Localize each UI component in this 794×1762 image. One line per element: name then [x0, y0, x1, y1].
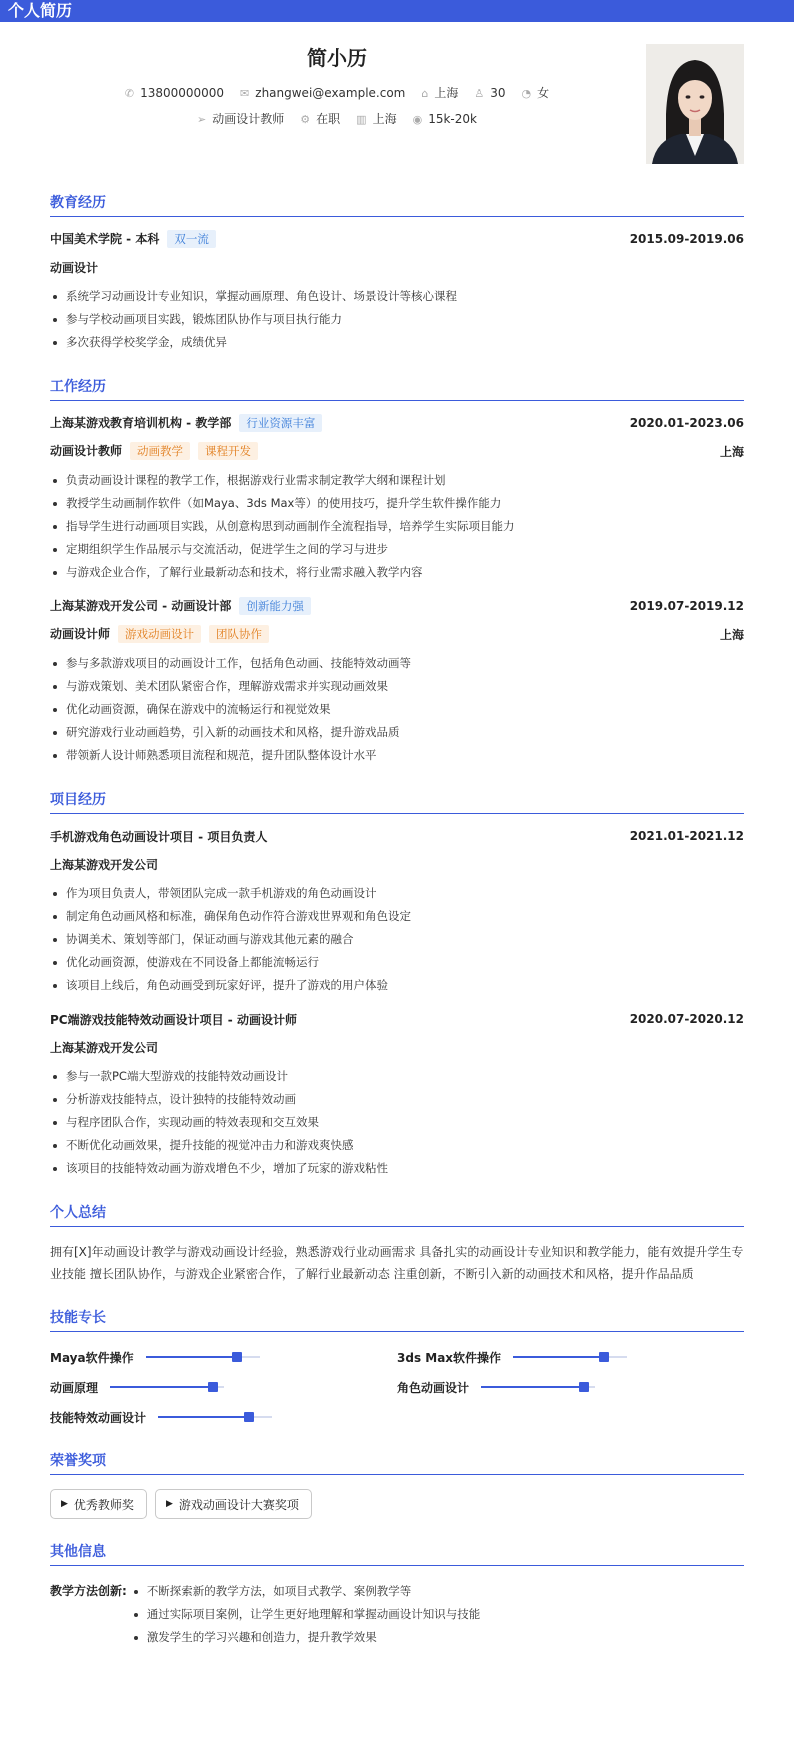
project-company: 上海某游戏开发公司	[50, 1040, 159, 1055]
work-list	[50, 415, 744, 767]
award-item[interactable]	[50, 1489, 147, 1519]
skill-level-fill	[158, 1416, 249, 1418]
summary-text: 拥有[X]年动画设计教学与游戏动画设计经验，熟悉游戏行业动画需求 具备扎实的动画设计专业知识和教学能力，能有效提升学生专业技能 擅长团队协作，与游戏企业紧密合作，了解行业最新动态 注重创新，不断引入新的动画技术和风格，提升作品品质	[50, 1245, 744, 1281]
gender-icon: ◔	[521, 87, 532, 100]
skill-item	[50, 1406, 397, 1428]
project-bullets	[50, 1065, 744, 1180]
info-item	[522, 84, 550, 101]
work-role-row	[50, 626, 744, 642]
bullet-item: 与游戏策划、美术团队紧密合作，理解游戏需求并实现动画效果	[50, 675, 744, 698]
bullet-item: 分析游戏技能特点，设计独特的技能特效动画	[50, 1088, 744, 1111]
education-bullets	[50, 285, 744, 354]
play-triangle-icon: ▶	[61, 1499, 68, 1509]
project-entry	[50, 1011, 744, 1180]
bullet-item: 激发学生的学习兴趣和创造力，提升教学效果	[131, 1626, 481, 1649]
work-title: 工作经历	[50, 376, 744, 401]
bullet-item: 负责动画设计课程的教学工作，根据游戏行业需求制定教学大纲和课程计划	[50, 469, 744, 492]
company-tag: 创新能力强	[239, 597, 311, 615]
other-section	[50, 1541, 744, 1663]
bullet-item: 参与多款游戏项目的动画设计工作，包括角色动画、技能特效动画等	[50, 652, 744, 675]
info-text: zhangwei@example.com	[255, 86, 406, 100]
role-tag: 动画教学	[130, 442, 190, 460]
bullet-item: 多次获得学校奖学金，成绩优异	[50, 331, 744, 354]
awards-title: 荣誉奖项	[50, 1450, 744, 1475]
skill-level-knob	[208, 1382, 218, 1392]
project-title: 手机游戏角色动画设计项目 - 项目负责人	[50, 829, 268, 844]
award-item[interactable]	[155, 1489, 312, 1519]
company-tag: 行业资源丰富	[239, 414, 322, 432]
info-item	[197, 110, 284, 127]
bullet-item: 指导学生进行动画项目实践，从创意构思到动画制作全流程指导，培养学生实际项目能力	[50, 515, 744, 538]
skill-name: 动画原理	[50, 1380, 99, 1395]
bullet-item: 带领新人设计师熟悉项目流程和规范，提升团队整体设计水平	[50, 744, 744, 767]
bullet-item: 教授学生动画制作软件（如Maya、3ds Max等）的使用技巧，提升学生软件操作能力	[50, 492, 744, 515]
role-tag: 课程开发	[198, 442, 258, 460]
school-tag: 双一流	[167, 230, 216, 248]
skill-name: Maya软件操作	[50, 1350, 134, 1365]
skill-name: 技能特效动画设计	[50, 1410, 147, 1425]
other-bullets	[131, 1580, 481, 1649]
bullet-item: 不断探索新的教学方法，如项目式教学、案例教学等	[131, 1580, 481, 1603]
work-entry-head	[50, 598, 744, 614]
skill-level-bar	[158, 1416, 272, 1418]
role-tag: 游戏动画设计	[118, 625, 201, 643]
resume-header	[50, 22, 744, 192]
other-title: 其他信息	[50, 1541, 744, 1566]
skill-level-bar	[146, 1356, 260, 1358]
bullet-item: 研究游戏行业动画趋势，引入新的动画技术和风格，提升游戏品质	[50, 721, 744, 744]
summary-section	[50, 1202, 744, 1285]
project-bullets	[50, 882, 744, 997]
education-title: 教育经历	[50, 192, 744, 217]
role-tag: 团队协作	[209, 625, 269, 643]
play-triangle-icon: ▶	[165, 1499, 173, 1509]
skill-name: 角色动画设计	[397, 1380, 470, 1395]
education-date: 2015.09-2019.06	[629, 232, 744, 246]
info-text: 在职	[316, 112, 341, 126]
skill-level-fill	[481, 1386, 584, 1388]
skill-item	[50, 1376, 397, 1398]
info-item	[125, 86, 224, 100]
skill-name: 3ds Max软件操作	[397, 1350, 502, 1365]
project-title: 项目经历	[50, 789, 744, 814]
contact-info-row	[50, 84, 624, 101]
work-location: 上海	[719, 444, 744, 459]
info-text: 15k-20k	[428, 112, 477, 126]
other-info	[50, 1580, 744, 1663]
work-bullets	[50, 652, 744, 767]
skill-level-knob	[599, 1352, 609, 1362]
bullet-item: 参与学校动画项目实践，锻炼团队协作与项目执行能力	[50, 308, 744, 331]
project-title: PC端游戏技能特效动画设计项目 - 动画设计师	[50, 1012, 297, 1027]
skill-level-knob	[244, 1412, 254, 1422]
work-bullets	[50, 469, 744, 584]
bullet-item: 协调美术、策划等部门，保证动画与游戏其他元素的融合	[50, 928, 744, 951]
send-icon: ➢	[197, 113, 207, 126]
skill-level-bar	[481, 1386, 595, 1388]
project-date: 2020.07-2020.12	[629, 1012, 744, 1026]
info-text: 30	[490, 86, 506, 100]
resume-page	[50, 22, 744, 1685]
page-header-title: 个人简历	[8, 1, 73, 20]
skill-level-bar	[513, 1356, 627, 1358]
work-role-row	[50, 443, 744, 459]
other-label: 教学方法创新:	[50, 1584, 127, 1598]
info-item	[421, 84, 458, 101]
candidate-name: 简小历	[307, 46, 367, 70]
info-text: 动画设计教师	[212, 112, 285, 126]
project-company-row	[50, 856, 744, 872]
bullet-item: 该项目的技能特效动画为游戏增色不少，增加了玩家的游戏粘性	[50, 1157, 744, 1180]
skill-item	[50, 1346, 397, 1368]
company-name: 上海某游戏开发公司 - 动画设计部	[50, 599, 232, 613]
award-label: 优秀教师奖	[73, 1497, 134, 1512]
bullet-item: 优化动画资源，使游戏在不同设备上都能流畅运行	[50, 951, 744, 974]
bullet-item: 与游戏企业合作，了解行业最新动态和技术，将行业需求融入教学内容	[50, 561, 744, 584]
user-icon: ♙	[474, 87, 485, 100]
mail-icon: ✉	[240, 87, 250, 100]
skill-level-fill	[146, 1356, 237, 1358]
awards-list	[50, 1489, 744, 1519]
work-location: 上海	[719, 627, 744, 642]
project-entry-head	[50, 828, 744, 844]
skill-level-knob	[579, 1382, 589, 1392]
project-section	[50, 789, 744, 1180]
project-entry	[50, 828, 744, 997]
work-entry	[50, 598, 744, 767]
bullet-item: 参与一款PC端大型游戏的技能特效动画设计	[50, 1065, 744, 1088]
bullet-item: 与程序团队合作，实现动画的特效表现和交互效果	[50, 1111, 744, 1134]
info-item	[356, 110, 396, 127]
info-text: 上海	[434, 86, 459, 100]
skill-level-fill	[513, 1356, 604, 1358]
phone-icon: ✆	[124, 87, 135, 100]
bullet-item: 制定角色动画风格和标准，确保角色动作符合游戏世界观和角色设定	[50, 905, 744, 928]
info-item	[300, 110, 340, 127]
bullet-item: 通过实际项目案例，让学生更好地理解和掌握动画设计知识与技能	[131, 1603, 481, 1626]
skill-level-knob	[232, 1352, 242, 1362]
skill-level-fill	[110, 1386, 213, 1388]
school-name: 中国美术学院 - 本科	[50, 232, 160, 246]
work-entry-head	[50, 415, 744, 431]
role-name: 动画设计师	[50, 627, 111, 641]
skill-item	[397, 1376, 744, 1398]
building-icon: ▥	[356, 113, 367, 126]
summary-title: 个人总结	[50, 1202, 744, 1227]
education-entry-head	[50, 231, 744, 247]
project-list	[50, 828, 744, 1180]
info-item	[413, 112, 477, 126]
work-date: 2019.07-2019.12	[629, 599, 744, 613]
company-name: 上海某游戏教育培训机构 - 教学部	[50, 416, 232, 430]
role-name: 动画设计教师	[50, 444, 123, 458]
bullet-item: 定期组织学生作品展示与交流活动，促进学生之间的学习与进步	[50, 538, 744, 561]
major: 动画设计	[50, 260, 99, 275]
project-company: 上海某游戏开发公司	[50, 857, 159, 872]
home-icon: ⌂	[421, 87, 429, 100]
bullet-item: 该项目上线后，角色动画受到玩家好评，提升了游戏的用户体验	[50, 974, 744, 997]
salary-icon: ◉	[412, 113, 423, 126]
education-section	[50, 192, 744, 354]
education-major-row	[50, 259, 744, 275]
work-section	[50, 376, 744, 767]
info-text: 女	[537, 86, 550, 100]
bullet-item: 系统学习动画设计专业知识，掌握动画原理、角色设计、场景设计等核心课程	[50, 285, 744, 308]
info-item	[474, 86, 505, 100]
status-icon: ⚙	[300, 113, 311, 126]
profile-photo	[646, 44, 744, 164]
skills-grid	[50, 1346, 744, 1428]
project-company-row	[50, 1039, 744, 1055]
job-info-row	[50, 110, 624, 127]
skill-level-bar	[110, 1386, 224, 1388]
awards-section	[50, 1450, 744, 1519]
bullet-item: 优化动画资源，确保在游戏中的流畅运行和视觉效果	[50, 698, 744, 721]
page-header-bar	[0, 0, 794, 22]
award-label: 游戏动画设计大赛奖项	[178, 1497, 299, 1512]
skills-title: 技能专长	[50, 1307, 744, 1332]
skills-section	[50, 1307, 744, 1428]
info-text: 13800000000	[140, 86, 225, 100]
info-item	[240, 86, 405, 100]
project-entry-head	[50, 1011, 744, 1027]
bullet-item: 作为项目负责人，带领团队完成一款手机游戏的角色动画设计	[50, 882, 744, 905]
work-entry	[50, 415, 744, 584]
project-date: 2021.01-2021.12	[629, 829, 744, 843]
bullet-item: 不断优化动画效果，提升技能的视觉冲击力和游戏爽快感	[50, 1134, 744, 1157]
info-text: 上海	[372, 112, 397, 126]
work-date: 2020.01-2023.06	[629, 416, 744, 430]
skill-item	[397, 1346, 744, 1368]
